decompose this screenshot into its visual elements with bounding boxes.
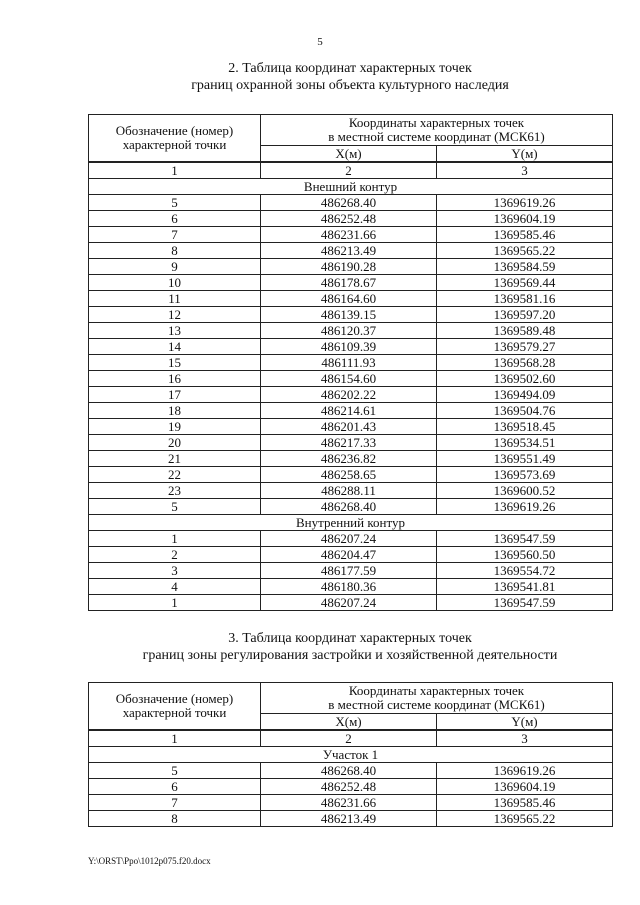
table-row <box>89 531 613 547</box>
y-column-header: Y(м) <box>437 714 613 731</box>
index-cell: 3 <box>437 730 613 747</box>
y-coordinate-cell: 1369597.20 <box>437 307 613 323</box>
table-row <box>89 579 613 595</box>
y-coordinate-cell: 1369565.22 <box>437 811 613 827</box>
index-row <box>89 162 613 179</box>
index-cell: 1 <box>89 730 261 747</box>
y-coordinate-cell: 1369569.44 <box>437 275 613 291</box>
table-row <box>89 763 613 779</box>
y-coordinate-cell: 1369565.22 <box>437 243 613 259</box>
table1-caption <box>88 60 612 94</box>
point-number-cell: 3 <box>89 563 261 579</box>
y-coordinate-cell: 1369619.26 <box>437 195 613 211</box>
point-column-header <box>89 115 261 163</box>
table-row <box>89 275 613 291</box>
table-row <box>89 435 613 451</box>
coordinates-table-1 <box>88 114 613 611</box>
table-row <box>89 547 613 563</box>
point-number-cell: 17 <box>89 387 261 403</box>
x-coordinate-cell: 486268.40 <box>261 763 437 779</box>
table-row <box>89 339 613 355</box>
x-coordinate-cell: 486214.61 <box>261 403 437 419</box>
page-number: 5 <box>317 36 323 48</box>
group-label: Внутренний контур <box>89 515 613 531</box>
point-number-cell: 23 <box>89 483 261 499</box>
point-number-cell: 19 <box>89 419 261 435</box>
point-header-line1: Обозначение (номер) <box>115 691 234 706</box>
index-cell: 2 <box>261 162 437 179</box>
x-column-header: X(м) <box>261 714 437 731</box>
y-coordinate-cell: 1369581.16 <box>437 291 613 307</box>
coords-header-line2: в местной системе координат (МСК61) <box>328 697 545 712</box>
x-coordinate-cell: 486202.22 <box>261 387 437 403</box>
y-coordinate-cell: 1369547.59 <box>437 531 613 547</box>
header-row <box>89 115 613 146</box>
table-row <box>89 211 613 227</box>
point-number-cell: 22 <box>89 467 261 483</box>
y-coordinate-cell: 1369619.26 <box>437 763 613 779</box>
point-number-cell: 1 <box>89 531 261 547</box>
table-row <box>89 779 613 795</box>
y-coordinate-cell: 1369584.59 <box>437 259 613 275</box>
table1-title-line2: границ охранной зоны объекта культурного наследия <box>191 78 509 93</box>
point-number-cell: 12 <box>89 307 261 323</box>
y-coordinate-cell: 1369494.09 <box>437 387 613 403</box>
point-number-cell: 5 <box>89 195 261 211</box>
table-row <box>89 811 613 827</box>
y-coordinate-cell: 1369619.26 <box>437 499 613 515</box>
point-number-cell: 6 <box>89 211 261 227</box>
x-coordinate-cell: 486252.48 <box>261 779 437 795</box>
table-row <box>89 483 613 499</box>
group-label-row <box>89 515 613 531</box>
table-row <box>89 243 613 259</box>
point-header-line2: характерной точки <box>122 137 227 152</box>
point-header-line1: Обозначение (номер) <box>115 123 234 138</box>
y-column-header: Y(м) <box>437 146 613 163</box>
point-number-cell: 1 <box>89 595 261 611</box>
y-coordinate-cell: 1369504.76 <box>437 403 613 419</box>
point-number-cell: 5 <box>89 763 261 779</box>
x-coordinate-cell: 486154.60 <box>261 371 437 387</box>
x-coordinate-cell: 486207.24 <box>261 595 437 611</box>
x-coordinate-cell: 486231.66 <box>261 795 437 811</box>
x-coordinate-cell: 486120.37 <box>261 323 437 339</box>
x-coordinate-cell: 486258.65 <box>261 467 437 483</box>
group-label-row <box>89 747 613 763</box>
table-row <box>89 227 613 243</box>
x-coordinate-cell: 486111.93 <box>261 355 437 371</box>
point-number-cell: 5 <box>89 499 261 515</box>
table-row <box>89 259 613 275</box>
group-label: Внешний контур <box>89 179 613 195</box>
coords-header-line1: Координаты характерных точек <box>348 683 525 698</box>
point-number-cell: 20 <box>89 435 261 451</box>
table-row <box>89 795 613 811</box>
index-cell: 3 <box>437 162 613 179</box>
point-number-cell: 2 <box>89 547 261 563</box>
index-row <box>89 730 613 747</box>
point-number-cell: 6 <box>89 779 261 795</box>
point-number-cell: 11 <box>89 291 261 307</box>
x-coordinate-cell: 486177.59 <box>261 563 437 579</box>
x-coordinate-cell: 486231.66 <box>261 227 437 243</box>
y-coordinate-cell: 1369573.69 <box>437 467 613 483</box>
y-coordinate-cell: 1369579.27 <box>437 339 613 355</box>
y-coordinate-cell: 1369589.48 <box>437 323 613 339</box>
group-label: Участок 1 <box>89 747 613 763</box>
point-number-cell: 13 <box>89 323 261 339</box>
x-coordinate-cell: 486213.49 <box>261 811 437 827</box>
y-coordinate-cell: 1369585.46 <box>437 227 613 243</box>
table-row <box>89 595 613 611</box>
x-coordinate-cell: 486268.40 <box>261 195 437 211</box>
table-row <box>89 467 613 483</box>
y-coordinate-cell: 1369604.19 <box>437 779 613 795</box>
index-cell: 1 <box>89 162 261 179</box>
point-number-cell: 10 <box>89 275 261 291</box>
x-coordinate-cell: 486217.33 <box>261 435 437 451</box>
x-coordinate-cell: 486178.67 <box>261 275 437 291</box>
point-number-cell: 21 <box>89 451 261 467</box>
group-label-row <box>89 179 613 195</box>
x-coordinate-cell: 486109.39 <box>261 339 437 355</box>
y-coordinate-cell: 1369560.50 <box>437 547 613 563</box>
y-coordinate-cell: 1369585.46 <box>437 795 613 811</box>
coordinates-table-2 <box>88 682 613 827</box>
table-row <box>89 387 613 403</box>
x-coordinate-cell: 486268.40 <box>261 499 437 515</box>
table2-caption <box>88 630 612 664</box>
table-row <box>89 499 613 515</box>
point-number-cell: 4 <box>89 579 261 595</box>
x-column-header: X(м) <box>261 146 437 163</box>
point-number-cell: 15 <box>89 355 261 371</box>
x-coordinate-cell: 486213.49 <box>261 243 437 259</box>
point-number-cell: 16 <box>89 371 261 387</box>
y-coordinate-cell: 1369534.51 <box>437 435 613 451</box>
point-number-cell: 8 <box>89 811 261 827</box>
x-coordinate-cell: 486288.11 <box>261 483 437 499</box>
point-number-cell: 8 <box>89 243 261 259</box>
table-row <box>89 307 613 323</box>
x-coordinate-cell: 486201.43 <box>261 419 437 435</box>
coords-header-line1: Координаты характерных точек <box>348 115 525 130</box>
table-row <box>89 563 613 579</box>
table-row <box>89 323 613 339</box>
y-coordinate-cell: 1369547.59 <box>437 595 613 611</box>
y-coordinate-cell: 1369604.19 <box>437 211 613 227</box>
x-coordinate-cell: 486139.15 <box>261 307 437 323</box>
x-coordinate-cell: 486180.36 <box>261 579 437 595</box>
y-coordinate-cell: 1369502.60 <box>437 371 613 387</box>
x-coordinate-cell: 486207.24 <box>261 531 437 547</box>
document-file-path: Y:\ORST\Ppo\1012p075.f20.docx <box>88 856 211 866</box>
table-row <box>89 291 613 307</box>
table-row <box>89 355 613 371</box>
y-coordinate-cell: 1369518.45 <box>437 419 613 435</box>
x-coordinate-cell: 486190.28 <box>261 259 437 275</box>
x-coordinate-cell: 486252.48 <box>261 211 437 227</box>
table2-title-line1: 3. Таблица координат характерных точек <box>228 631 472 646</box>
point-number-cell: 9 <box>89 259 261 275</box>
point-header-line2: характерной точки <box>122 705 227 720</box>
x-coordinate-cell: 486204.47 <box>261 547 437 563</box>
point-number-cell: 14 <box>89 339 261 355</box>
point-number-cell: 18 <box>89 403 261 419</box>
point-number-cell: 7 <box>89 795 261 811</box>
table-row <box>89 451 613 467</box>
coords-column-header <box>261 683 613 714</box>
table-row <box>89 371 613 387</box>
point-number-cell: 7 <box>89 227 261 243</box>
coords-column-header <box>261 115 613 146</box>
y-coordinate-cell: 1369541.81 <box>437 579 613 595</box>
header-row <box>89 683 613 714</box>
y-coordinate-cell: 1369600.52 <box>437 483 613 499</box>
y-coordinate-cell: 1369551.49 <box>437 451 613 467</box>
table1-title-line1: 2. Таблица координат характерных точек <box>228 61 472 76</box>
table2-title-line2: границ зоны регулирования застройки и хозяйственной деятельности <box>142 648 558 663</box>
table-row <box>89 195 613 211</box>
y-coordinate-cell: 1369568.28 <box>437 355 613 371</box>
table-row <box>89 403 613 419</box>
y-coordinate-cell: 1369554.72 <box>437 563 613 579</box>
point-column-header <box>89 683 261 731</box>
index-cell: 2 <box>261 730 437 747</box>
coords-header-line2: в местной системе координат (МСК61) <box>328 129 545 144</box>
x-coordinate-cell: 486164.60 <box>261 291 437 307</box>
x-coordinate-cell: 486236.82 <box>261 451 437 467</box>
table-row <box>89 419 613 435</box>
